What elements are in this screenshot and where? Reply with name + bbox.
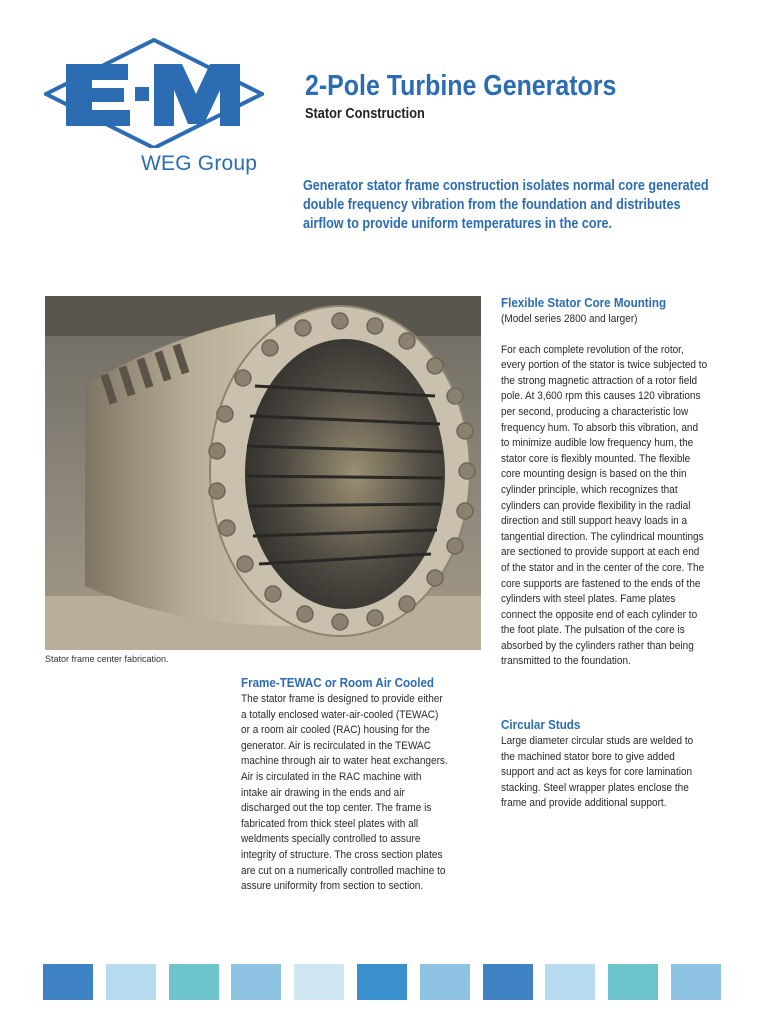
em-logo-mark — [44, 38, 264, 148]
intro-paragraph: Generator stator frame construction isolates normal core generated double frequency vibration from the foundation and distributes airflow to provide uniform temperatures in the core. — [303, 178, 709, 232]
footer-color-square — [357, 964, 407, 1000]
footer-color-square — [294, 964, 344, 1000]
footer-color-square — [169, 964, 219, 1000]
weg-group-label: WEG Group — [141, 152, 258, 175]
frame-body: The stator frame is designed to provide either a totally enclosed water-air-cooled (TEWAC) or a room air cooled (RAC) housing for the generator. Air is recirculated in the TEWAC machine through air to water heat exchangers. Air is circulated in the RAC machine with intake air drawing in the ends and air discharged out the top center. The frame is fabricated from thick steel plates with all weldments specially controlled to assure integrity of structure. The cross section plates are cut on a numerically controlled machine to assure uniformity from section to section. — [241, 693, 448, 893]
footer-color-square — [671, 964, 721, 1000]
studs-body: Large diameter circular studs are welded to the machined stator bore to give added support and act as keys for core lamination stacking. Steel wrapper plates enclose the frame and provide additional support. — [501, 735, 694, 810]
photo-caption: Stator frame center fabrication. — [45, 654, 169, 664]
frame-heading: Frame-TEWAC or Room Air Cooled — [241, 675, 434, 690]
page-subtitle: Stator Construction — [305, 106, 425, 122]
footer-color-square — [420, 964, 470, 1000]
studs-section — [501, 715, 737, 812]
footer-color-squares — [43, 964, 723, 1000]
footer-color-square — [483, 964, 533, 1000]
footer-color-square — [231, 964, 281, 1000]
page-title: 2-Pole Turbine Generators — [305, 70, 617, 102]
footer-color-square — [43, 964, 93, 1000]
mounting-section — [501, 293, 737, 670]
mounting-note: (Model series 2800 and larger) — [501, 313, 638, 325]
footer-color-square — [106, 964, 156, 1000]
footer-color-square — [545, 964, 595, 1000]
em-weg-logo — [44, 38, 264, 178]
stator-frame-photo — [45, 296, 481, 650]
mounting-body: For each complete revolution of the rotor, every portion of the stator is twice subjected to the strong magnetic attraction of a rotor field pole. At 3,600 rpm this causes 120 vibrations per second, producing a characteristic low frequency hum. To absorb this vibration, and to minimize audible low frequency hum, the stator core is flexibly mounted. The flexible core mounting design is based on the thin cylinder principle, which recognizes that cylinders can provide flexibility in the radial direction and still support heavy loads in a tangential direction. The cylindrical mountings are sectioned to provide support at each end of the stator and in the center of the core. The core supports are fastened to the ends of the cylinders with steel plates. Fame plates connect the opposite end of each cylinder to the foot plate. The pulsation of the core is absorbed by the cylinders rather than being transmitted to the foundation. — [501, 343, 708, 668]
studs-heading: Circular Studs — [501, 717, 581, 732]
footer-color-square — [608, 964, 658, 1000]
mounting-heading: Flexible Stator Core Mounting — [501, 295, 667, 310]
frame-section — [241, 673, 477, 895]
